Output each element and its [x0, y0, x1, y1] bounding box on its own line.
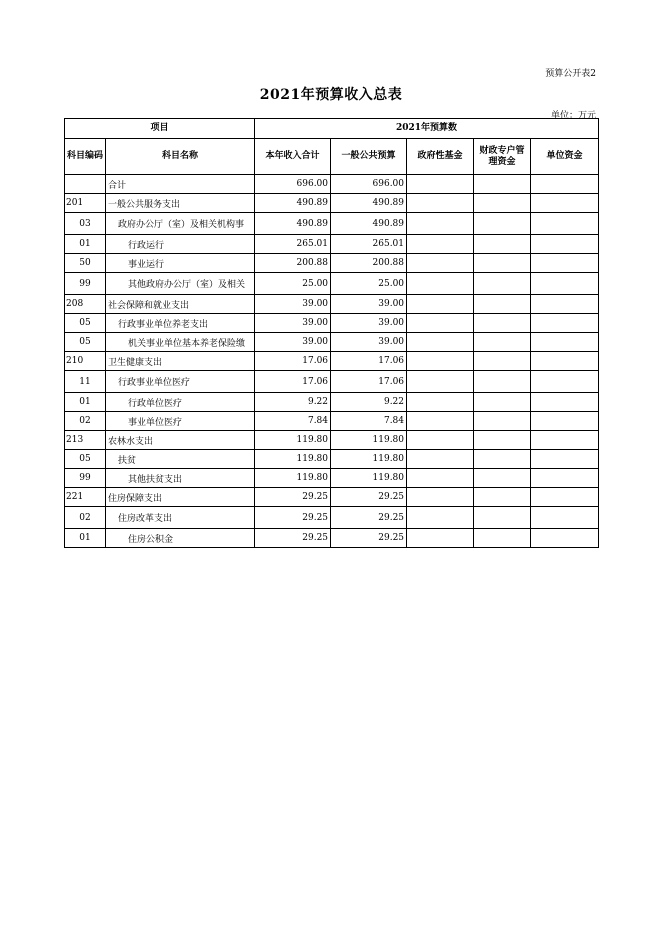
total-cell: 490.89 [255, 194, 331, 213]
table-row [65, 529, 599, 548]
unit-label: 单位：万元 [550, 111, 596, 121]
unit-fund-cell [531, 371, 599, 393]
table-row [65, 507, 599, 529]
table-row [65, 235, 599, 254]
total-cell: 17.06 [255, 371, 331, 393]
name-cell: 行政运行 [106, 235, 255, 254]
special-account-cell [474, 469, 531, 488]
column-header-code: 科目编码 [65, 139, 106, 175]
name-cell: 行政事业单位养老支出 [106, 314, 255, 333]
special-account-cell [474, 295, 531, 314]
unit-fund-cell [531, 412, 599, 431]
general-budget-cell: 39.00 [331, 314, 407, 333]
gov-fund-cell [407, 213, 474, 235]
column-header-gov-fund: 政府性基金 [407, 139, 474, 175]
special-account-cell [474, 352, 531, 371]
name-cell: 其他政府办公厅（室）及相关 [106, 273, 255, 295]
table-row [65, 469, 599, 488]
budget-income-table [64, 118, 599, 548]
general-budget-cell: 490.89 [331, 213, 407, 235]
total-cell: 25.00 [255, 273, 331, 295]
special-account-cell [474, 412, 531, 431]
column-header-unit-fund: 单位资金 [531, 139, 599, 175]
gov-fund-cell [407, 450, 474, 469]
general-budget-cell: 696.00 [331, 175, 407, 194]
code-cell: 99 [65, 469, 106, 488]
special-account-cell [474, 371, 531, 393]
code-cell: 221 [65, 488, 106, 507]
special-account-cell [474, 314, 531, 333]
unit-fund-cell [531, 213, 599, 235]
gov-fund-cell [407, 352, 474, 371]
page-title: 2021年预算收入总表 [259, 87, 403, 103]
table-row [65, 213, 599, 235]
name-cell: 其他扶贫支出 [106, 469, 255, 488]
unit-fund-cell [531, 175, 599, 194]
column-header-total: 本年收入合计 [255, 139, 331, 175]
name-cell: 社会保障和就业支出 [106, 295, 255, 314]
general-budget-cell: 265.01 [331, 235, 407, 254]
code-cell: 208 [65, 295, 106, 314]
total-cell: 29.25 [255, 488, 331, 507]
name-cell: 行政单位医疗 [106, 393, 255, 412]
gov-fund-cell [407, 314, 474, 333]
special-account-cell [474, 194, 531, 213]
table-row [65, 431, 599, 450]
budget-group-header: 2021年预算数 [255, 119, 599, 139]
project-header: 项目 [65, 119, 255, 139]
gov-fund-cell [407, 412, 474, 431]
table-row [65, 412, 599, 431]
general-budget-cell: 17.06 [331, 371, 407, 393]
special-account-cell [474, 235, 531, 254]
general-budget-cell: 490.89 [331, 194, 407, 213]
code-cell: 05 [65, 450, 106, 469]
gov-fund-cell [407, 254, 474, 273]
unit-fund-cell [531, 507, 599, 529]
total-cell: 29.25 [255, 529, 331, 548]
code-cell: 201 [65, 194, 106, 213]
code-cell: 11 [65, 371, 106, 393]
table-body [65, 175, 599, 548]
table-row [65, 175, 599, 194]
name-cell: 扶贫 [106, 450, 255, 469]
total-cell: 29.25 [255, 507, 331, 529]
code-cell: 05 [65, 333, 106, 352]
general-budget-cell: 39.00 [331, 333, 407, 352]
general-budget-cell: 29.25 [331, 488, 407, 507]
code-cell: 03 [65, 213, 106, 235]
code-cell: 01 [65, 529, 106, 548]
gov-fund-cell [407, 469, 474, 488]
unit-fund-cell [531, 352, 599, 371]
header-row-columns [65, 139, 599, 175]
gov-fund-cell [407, 235, 474, 254]
table-row [65, 450, 599, 469]
unit-fund-cell [531, 393, 599, 412]
name-cell: 行政事业单位医疗 [106, 371, 255, 393]
name-cell: 卫生健康支出 [106, 352, 255, 371]
unit-fund-cell [531, 235, 599, 254]
total-cell: 119.80 [255, 431, 331, 450]
unit-fund-cell [531, 333, 599, 352]
total-cell: 696.00 [255, 175, 331, 194]
unit-fund-cell [531, 431, 599, 450]
gov-fund-cell [407, 393, 474, 412]
name-cell: 事业运行 [106, 254, 255, 273]
table-row [65, 314, 599, 333]
gov-fund-cell [407, 431, 474, 450]
code-cell: 02 [65, 507, 106, 529]
special-account-cell [474, 213, 531, 235]
name-cell: 住房公积金 [106, 529, 255, 548]
general-budget-cell: 7.84 [331, 412, 407, 431]
name-cell: 住房改革支出 [106, 507, 255, 529]
gov-fund-cell [407, 488, 474, 507]
gov-fund-cell [407, 529, 474, 548]
special-account-cell [474, 333, 531, 352]
unit-fund-cell [531, 295, 599, 314]
table-row [65, 371, 599, 393]
general-budget-cell: 9.22 [331, 393, 407, 412]
gov-fund-cell [407, 273, 474, 295]
table-row [65, 352, 599, 371]
column-header-special-account: 财政专户管理资金 [474, 139, 531, 175]
total-cell: 200.88 [255, 254, 331, 273]
unit-fund-cell [531, 273, 599, 295]
code-cell: 50 [65, 254, 106, 273]
code-cell: 210 [65, 352, 106, 371]
code-cell: 213 [65, 431, 106, 450]
unit-fund-cell [531, 194, 599, 213]
unit-fund-cell [531, 488, 599, 507]
column-header-name: 科目名称 [106, 139, 255, 175]
total-cell: 39.00 [255, 333, 331, 352]
gov-fund-cell [407, 507, 474, 529]
general-budget-cell: 200.88 [331, 254, 407, 273]
gov-fund-cell [407, 333, 474, 352]
total-cell: 7.84 [255, 412, 331, 431]
special-account-cell [474, 175, 531, 194]
table-row [65, 273, 599, 295]
table-number-label: 预算公开表2 [545, 69, 596, 79]
general-budget-cell: 25.00 [331, 273, 407, 295]
header-row-group [65, 119, 599, 139]
name-cell: 住房保障支出 [106, 488, 255, 507]
name-cell: 合计 [106, 175, 255, 194]
special-account-cell [474, 431, 531, 450]
unit-fund-cell [531, 314, 599, 333]
total-cell: 119.80 [255, 450, 331, 469]
table-row [65, 295, 599, 314]
special-account-cell [474, 273, 531, 295]
code-cell: 99 [65, 273, 106, 295]
total-cell: 119.80 [255, 469, 331, 488]
special-account-cell [474, 393, 531, 412]
special-account-cell [474, 507, 531, 529]
general-budget-cell: 119.80 [331, 431, 407, 450]
general-budget-cell: 17.06 [331, 352, 407, 371]
unit-fund-cell [531, 254, 599, 273]
unit-fund-cell [531, 529, 599, 548]
code-cell: 02 [65, 412, 106, 431]
code-cell: 05 [65, 314, 106, 333]
table-row [65, 393, 599, 412]
name-cell: 农林水支出 [106, 431, 255, 450]
unit-fund-cell [531, 450, 599, 469]
name-cell: 事业单位医疗 [106, 412, 255, 431]
total-cell: 490.89 [255, 213, 331, 235]
general-budget-cell: 39.00 [331, 295, 407, 314]
gov-fund-cell [407, 371, 474, 393]
table-row [65, 194, 599, 213]
general-budget-cell: 29.25 [331, 507, 407, 529]
table-row [65, 488, 599, 507]
total-cell: 17.06 [255, 352, 331, 371]
general-budget-cell: 119.80 [331, 469, 407, 488]
gov-fund-cell [407, 295, 474, 314]
table-row [65, 333, 599, 352]
table-row [65, 254, 599, 273]
code-cell: 01 [65, 393, 106, 412]
total-cell: 265.01 [255, 235, 331, 254]
code-cell: 01 [65, 235, 106, 254]
name-cell: 政府办公厅（室）及相关机构事 [106, 213, 255, 235]
gov-fund-cell [407, 175, 474, 194]
column-header-general-budget: 一般公共预算 [331, 139, 407, 175]
general-budget-cell: 119.80 [331, 450, 407, 469]
gov-fund-cell [407, 194, 474, 213]
unit-fund-cell [531, 469, 599, 488]
total-cell: 39.00 [255, 314, 331, 333]
special-account-cell [474, 488, 531, 507]
general-budget-cell: 29.25 [331, 529, 407, 548]
special-account-cell [474, 450, 531, 469]
total-cell: 39.00 [255, 295, 331, 314]
name-cell: 机关事业单位基本养老保险缴 [106, 333, 255, 352]
special-account-cell [474, 254, 531, 273]
total-cell: 9.22 [255, 393, 331, 412]
name-cell: 一般公共服务支出 [106, 194, 255, 213]
special-account-cell [474, 529, 531, 548]
code-cell [65, 175, 106, 194]
